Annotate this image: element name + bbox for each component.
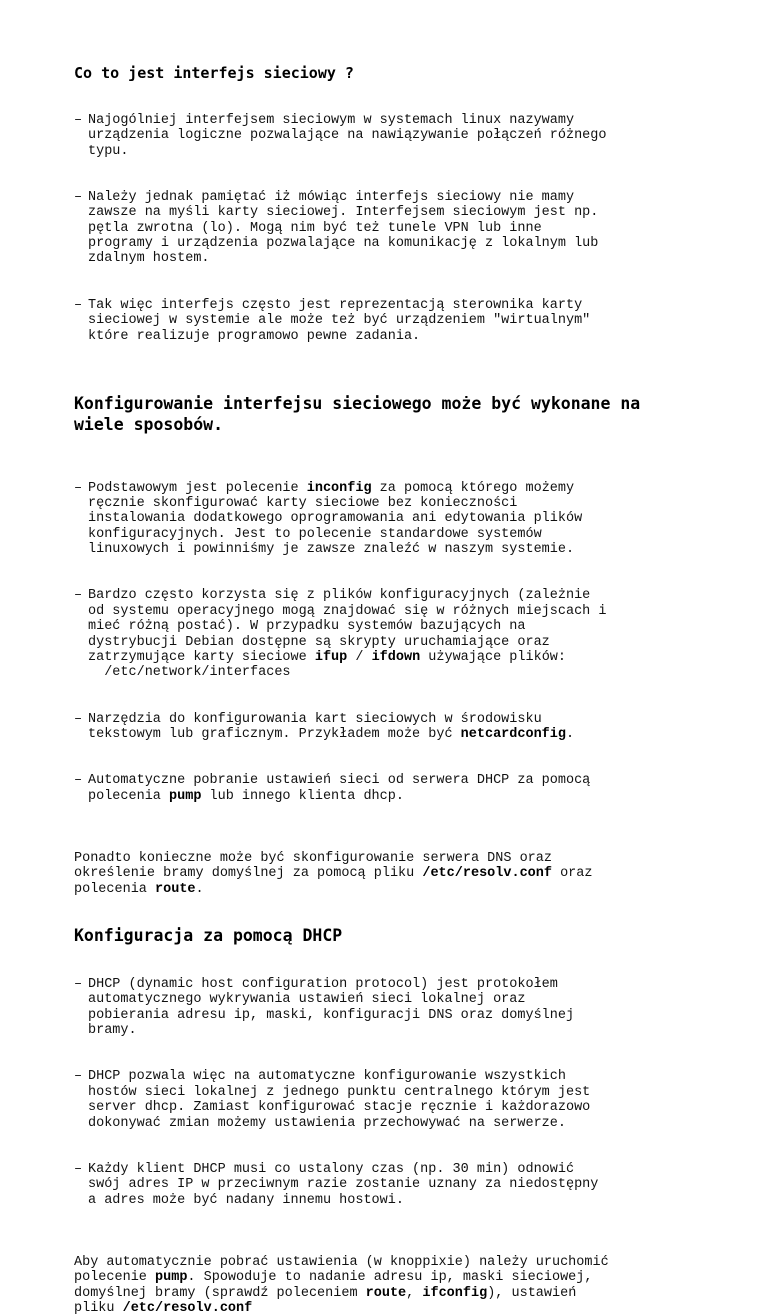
list-item <box>74 588 734 680</box>
list-item: – Tak więc interfejs często jest reprezentacją sterownika karty sieciowej w systemie ale może też być urządzeniem "wirtualnym" które realizuje programowo pewne zadania. <box>74 298 734 344</box>
command-ifconfig: ifconfig <box>422 1285 488 1301</box>
list-item <box>74 773 734 804</box>
command-netcardconfig: netcardconfig <box>460 727 566 743</box>
text-run: używające plików: /etc/network/interfaces <box>104 650 566 681</box>
dns-gateway-paragraph <box>74 851 734 897</box>
dhcp-pump-paragraph <box>74 1255 734 1316</box>
section-heading-configuration-methods <box>74 393 734 435</box>
text-run: , <box>406 1285 423 1301</box>
file-resolv-conf: /etc/resolv.conf <box>122 1301 253 1316</box>
file-resolv-conf: /etc/resolv.conf <box>422 866 552 882</box>
text-run: oraz polecenia <box>74 866 593 897</box>
command-pump: pump <box>155 1270 188 1286</box>
list-item: – Najogólniej interfejsem sieciowym w systemach linux nazywamy urządzenia logiczne pozwalające na nawiązywanie połączeń różnego typu. <box>74 113 734 159</box>
text-run: ), ustawień pliku <box>74 1285 577 1316</box>
text-run: . Spowoduje to nadanie adresu ip, maski sieciowej, domyślnej bramy (sprawdź poleceniem <box>74 1270 593 1301</box>
text-run: Narzędzia do konfigurowania kart sieciowych w środowisku tekstowym lub graficznym. Przykładem może być <box>88 711 542 743</box>
list-item <box>74 712 734 743</box>
text-run: / <box>347 650 372 665</box>
command-route: route <box>365 1285 407 1301</box>
methods-bullet-list <box>74 450 734 835</box>
text-run: lub innego klienta dhcp. <box>201 788 404 804</box>
dhcp-bullet-list <box>74 946 734 1239</box>
list-item: – DHCP (dynamic host configuration protocol) jest protokołem automatycznego wykrywania ustawień sieci lokalnej oraz pobierania adresu ip, maski, konfiguracji DNS oraz domyślnej bramy. <box>74 977 734 1039</box>
text-run: Ponadto konieczne może być skonfigurowanie serwera DNS oraz określenie bramy domyślnej za pomocą pliku <box>74 850 552 882</box>
section-heading-interface: Co to jest interfejs sieciowy ? <box>74 64 354 82</box>
list-item: – Każdy klient DHCP musi co ustalony czas (np. 30 min) odnowić swój adres IP w przeciwnym razie zostanie uznany za niedostępny a adres może być nadany innemu hostowi. <box>74 1162 734 1208</box>
text-run: za pomocą którego możemy ręcznie skonfigurować karty sieciowe bez konieczności instalowania dodatkowego oprogramowania ani edytowania plików konfiguracyjnych. Jest to polecenie standardowe systemów linuxowych i powinniśmy je zawsze znaleźć w naszym systemie. <box>88 480 583 558</box>
command-route: route <box>155 881 196 897</box>
text-run: Automatyczne pobranie ustawień sieci od serwera DHCP za pomocą polecenia <box>88 773 591 804</box>
command-ifup: ifup <box>314 650 348 665</box>
text-run: Podstawowym jest polecenie <box>88 480 307 496</box>
interface-bullet-list <box>74 82 734 375</box>
command-inconfig: inconfig <box>306 480 372 496</box>
document-page <box>74 58 734 1316</box>
command-pump: pump <box>169 788 202 804</box>
text-run: Aby automatycznie pobrać ustawienia (w knoppixie) należy uruchomić polecenie <box>74 1254 609 1286</box>
text-run: Bardzo często korzysta się z plików konfiguracyjnych (zależnie od systemu operacyjnego mogą znajdować się w różnych miejscach i mieć różną postać). W przypadku systemów bazujących na dystrybucji Debian dostępne są skrypty uruchamiające oraz zatrzymujące karty sieciowe <box>88 588 607 665</box>
heading-line: wiele sposobów. <box>74 414 224 434</box>
text-run: . <box>195 881 204 897</box>
text-run: . <box>566 727 575 743</box>
section-heading-dhcp: Konfiguracja za pomocą DHCP <box>74 926 343 946</box>
list-item: – DHCP pozwala więc na automatyczne konfigurowanie wszystkich hostów sieci lokalnej z jednego punktu centralnego którym jest server dhcp. Zamiast konfigurować stacje ręcznie i każdorazowo dokonywać zmian możemy ustawienia przechowywać na serwerze. <box>74 1069 734 1131</box>
list-item: – Należy jednak pamiętać iż mówiąc interfejs sieciowy nie mamy zawsze na myśli karty sieciowej. Interfejsem sieciowym jest np. pętla zwrotna (lo). Mogą nim być też tunele VPN lub inne programy i urządzenia pozwalające na komunikację z lokalnym lub zdalnym hostem. <box>74 190 734 267</box>
list-item <box>74 481 734 558</box>
command-ifdown: ifdown <box>371 650 421 665</box>
heading-line: Konfigurowanie interfejsu sieciowego może być wykonane na <box>74 393 641 413</box>
